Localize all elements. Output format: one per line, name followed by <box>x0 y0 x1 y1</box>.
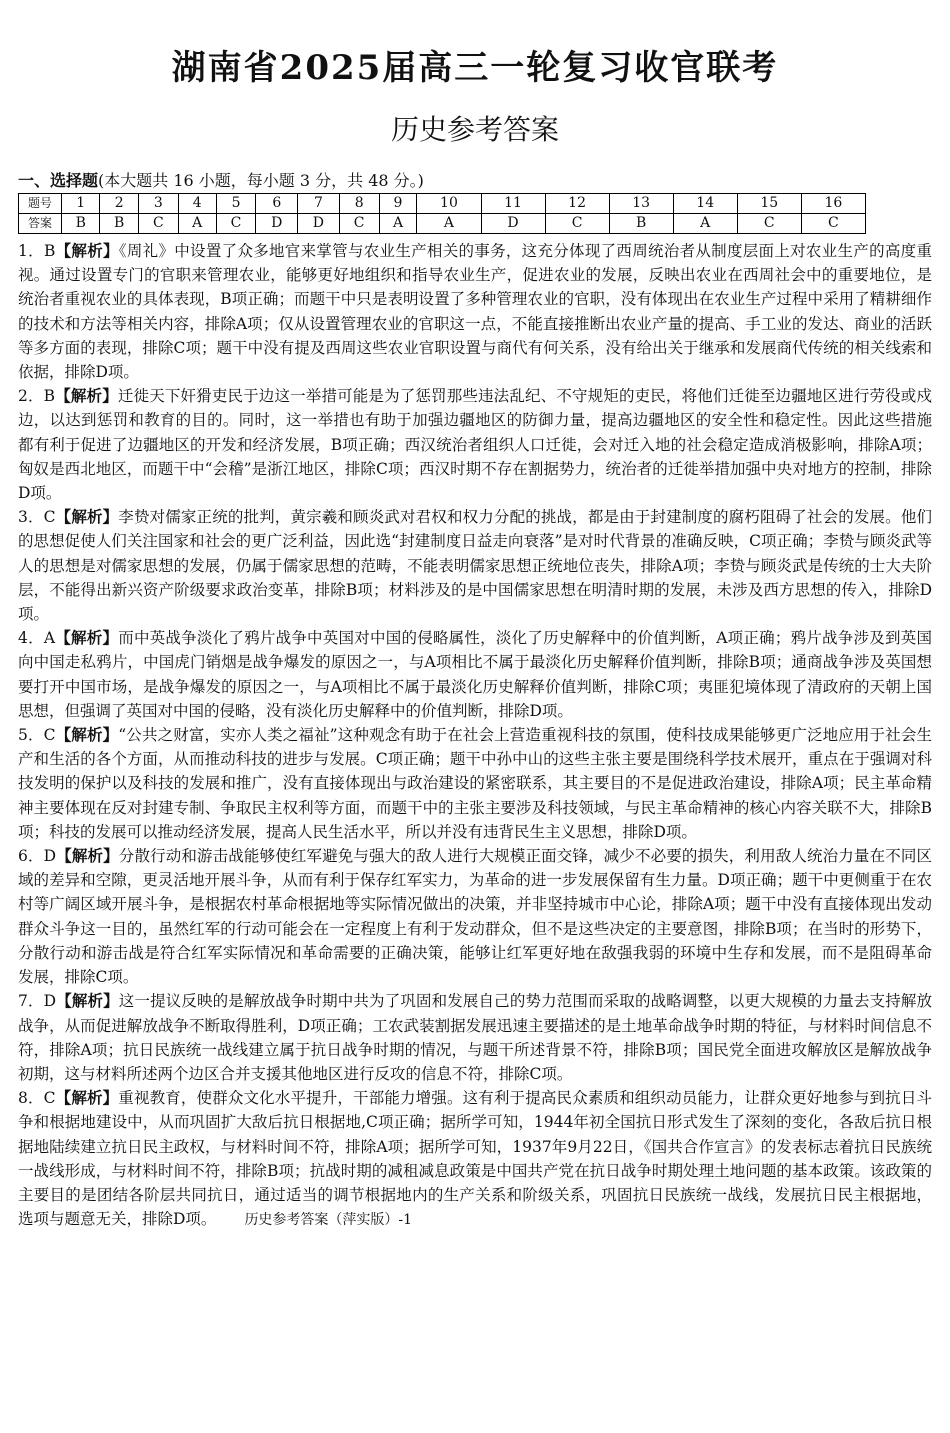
question-number: 11 <box>481 194 545 214</box>
answer-cell: D <box>256 214 298 234</box>
answer-cell: C <box>737 214 801 234</box>
answer-cell: D <box>481 214 545 234</box>
analysis-tag: 【解析】 <box>56 991 119 1011</box>
explanation-7 <box>18 989 932 1086</box>
question-label: 4．A <box>18 629 56 648</box>
analysis-tag: 【解析】 <box>55 386 118 406</box>
explanation-text: 李贽对儒家正统的批判，黄宗羲和顾炎武对君权和权力分配的挑战，都是由于封建制度的腐朽阻碍了社会的发展。他们的思想促使人们关注国家和社会的更广泛利益，因此选“封建制度日益走向衰落”是对时代背景的准确反映，C项正确；李贽与顾炎武等人的思想是对儒家思想的发展，仍属于儒家思想的范畴，不能表明儒家思想正统地位丧失，排除A项；李贽与顾炎武是传统的士大夫阶层，不能得出新兴资产阶级要求政治变革，排除B项；材料涉及的是中国儒家思想在明清时期的发展，未涉及西方思想的传入，排除D项。 <box>18 508 932 624</box>
explanation-text: 迁徙天下奸猾吏民于边这一举措可能是为了惩罚那些违法乱纪、不守规矩的吏民，将他们迁徙至边疆地区进行劳役或戍边，以达到惩罚和教育的目的。同时，这一举措也有助于加强边疆地区的防御力量，提高边疆地区的安全性和稳定性。因此这些措施都有利于促进了边疆地区的开发和经济发展，B项正确；西汉统治者组织人口迁徙，会对迁入地的社会稳定造成消极影响，排除A项；匈奴是西北地区，而题干中“会稽”是浙江地区，排除C项；西汉时期不存在割据势力，统治者的迁徙举措加强中央对地方的控制，排除D项。 <box>18 387 932 503</box>
explanation-text: 这一提议反映的是解放战争时期中共为了巩固和发展自己的势力范围而采取的战略调整，以更大规模的力量去支持解放战争，从而促进解放战争不断取得胜利，D项正确；工农武装割据发展迅速主要描述的是土地革命战争时期的特征，与材料时间信息不符，排除A项；抗日民族统一战线建立属于抗日战争时期的情况，与题干所述背景不符，排除B项；国民党全面进攻解放区是解放战争初期，这与材料所述两个边区合并支援其他地区进行反攻的信息不符，排除C项。 <box>18 992 932 1083</box>
analysis-tag: 【解析】 <box>55 628 119 648</box>
question-number: 9 <box>379 194 417 214</box>
analysis-tag: 【解析】 <box>55 1088 119 1108</box>
answer-table-number-row <box>19 194 866 214</box>
question-number: 5 <box>216 194 256 214</box>
page-subtitle: 历史参考答案 <box>390 113 559 146</box>
explanations <box>18 239 932 1232</box>
explanation-4 <box>18 626 932 723</box>
answer-cell: A <box>178 214 216 234</box>
question-number: 8 <box>339 194 379 214</box>
answer-cell: C <box>339 214 379 234</box>
question-label: 8．C <box>18 1089 56 1108</box>
answer-cell: A <box>673 214 737 234</box>
question-number: 4 <box>178 194 216 214</box>
explanation-2 <box>18 384 932 505</box>
explanation-5 <box>18 723 932 844</box>
explanation-text: 而中英战争淡化了鸦片战争中英国对中国的侵略属性，淡化了历史解释中的价值判断，A项正确；鸦片战争涉及到英国向中国走私鸦片，中国虎门销烟是战争爆发的原因之一，与A项相比不属于最淡化历史解释价值判断，排除B项；通商战争涉及英国想要打开中国市场，是战争爆发的原因之一，与A项相比不属于最淡化历史解释价值判断，排除C项；夷匪犯境体现了清政府的天朝上国思想，但强调了英国对中国的侵略，没有淡化历史解释中的价值判断，排除D项。 <box>18 629 932 720</box>
answer-table <box>18 193 866 234</box>
explanation-6 <box>18 844 932 989</box>
explanation-1 <box>18 239 932 384</box>
analysis-tag: 【解析】 <box>56 846 119 866</box>
explanation-3 <box>18 505 932 626</box>
question-label: 6．D <box>18 847 57 866</box>
explanation-text: “公共之财富，实亦人类之福祉”这种观念有助于在社会上营造重视科技的氛围，使科技成果能够更广泛地应用于社会生产和生活的各个方面，从而推动科技的进步与发展。C项正确；题干中孙中山的这些主张主要是围绕科学技术展开，重点在于强调对科技发明的保护以及科技的发展和推广，没有直接体现出与政治建设的紧密联系，其主要目的不是促进政治建设，排除A项；民主革命精神主要体现在反对封建专制、争取民主权利等方面，而题干中的主张主要涉及科技领域，与民主革命精神的核心内容关联不大，排除B项；科技的发展可以推动经济发展，提高人民生活水平，所以并没有违背民生主义思想，排除D项。 <box>18 726 932 841</box>
explanation-text: 重视教育，使群众文化水平提升，干部能力增强。这有利于提高民众素质和组织动员能力，让群众更好地参与到抗日斗争和根据地建设中，从而巩固扩大敌后抗日根据地,C项正确；据所学可知，1944年初全国抗日形式发生了深刻的变化，各敌后抗日根据地陆续建立抗日民主政权，与材料时间不符，排除A项；据所学可知，1937年9月22日，《国共合作宣言》的发表标志着抗日民族统一战线形成，与材料时间不符，排除B项；抗战时期的减租减息政策是中国共产党在抗日战争时期处理土地问题的基本政策。该政策的主要目的是团结各阶层共同抗日，通过适当的调节根据地内的生产关系和阶级关系，巩固抗日民族统一战线，发展抗日民主根据地，选项与题意无关，排除D项。 <box>18 1089 932 1229</box>
page-title: 湖南省2025届高三一轮复习收官联考 <box>171 48 779 88</box>
page-footer: 历史参考答案（萍实版）-1 <box>244 1212 413 1229</box>
explanation-text: 《周礼》中设置了众多地官来掌管与农业生产相关的事务，这充分体现了西周统治者从制度层面上对农业生产的高度重视。通过设置专门的官职来管理农业，能够更好地组织和指导农业生产，促进农业的发展，反映出农业在西周社会中的重要地位，是统治者重视农业的具体表现，B项正确；而题干中只是表明设置了多种管理农业的官职，没有体现出在农业生产过程中采用了精耕细作的技术和方法等相关内容，排除A项；仅从设置管理农业的官职这一点，不能直接推断出农业产量的提高、手工业的发达、商业的活跃等多方面的表现，排除C项；题干中没有提及西周这些农业官职设置与商代有何关系，没有给出关于继承和发展商代传统的相关线索和依据，排除D项。 <box>18 242 932 382</box>
explanation-8 <box>18 1086 932 1232</box>
answer-cell: A <box>417 214 481 234</box>
question-number: 1 <box>62 194 100 214</box>
question-number: 16 <box>801 194 865 214</box>
question-number: 7 <box>298 194 340 214</box>
question-number: 3 <box>138 194 178 214</box>
answer-cell: D <box>298 214 340 234</box>
explanation-text: 分散行动和游击战能够使红军避免与强大的敌人进行大规模正面交锋，减少不必要的损失，利用敌人统治力量在不同区域的差异和空隙，更灵活地开展斗争，从而有利于保存红军实力，为革命的进一步发展保留有生力量。D项正确；题干中更侧重于在农村等广阔区域开展斗争，是根据农村革命根据地等实际情况做出的决策，并非坚持城市中心论，排除A项；题干中没有直接体现出发动群众斗争这一目的，虽然红军的行动可能会在一定程度上有利于发动群众，但不是这些决定的主要意图，排除B项；在当时的形势下，分散行动和游击战是符合红军实际情况和革命需要的正确决策，能够让红军更好地在敌强我弱的环境中生存和发展，而不是阻碍革命发展，排除C项。 <box>18 847 932 987</box>
question-number: 10 <box>417 194 481 214</box>
question-number: 14 <box>673 194 737 214</box>
question-number: 12 <box>545 194 609 214</box>
answer-cell: A <box>379 214 417 234</box>
section-heading-label: 一、选择题 <box>18 171 99 190</box>
answer-cell: B <box>62 214 100 234</box>
answer-cell: C <box>801 214 865 234</box>
question-label: 1．B <box>18 242 56 260</box>
table-row-label: 答案 <box>19 214 62 234</box>
table-row-label: 题号 <box>19 194 62 214</box>
question-label: 2．B <box>18 387 56 406</box>
answer-cell: C <box>545 214 609 234</box>
analysis-tag: 【解析】 <box>55 507 119 527</box>
answer-cell: B <box>100 214 138 234</box>
answer-cell: B <box>609 214 673 234</box>
question-number: 6 <box>256 194 298 214</box>
analysis-tag: 【解析】 <box>55 725 119 745</box>
analysis-tag: 【解析】 <box>55 241 119 260</box>
question-number: 2 <box>100 194 138 214</box>
section-heading <box>18 170 424 192</box>
question-label: 7．D <box>18 992 57 1011</box>
answer-cell: C <box>216 214 256 234</box>
section-heading-note: (本大题共 16 小题，每小题 3 分，共 48 分。) <box>98 171 424 190</box>
answer-cell: C <box>138 214 178 234</box>
question-number: 13 <box>609 194 673 214</box>
question-label: 3．C <box>18 508 56 527</box>
answer-table-answer-row <box>19 214 866 234</box>
question-label: 5．C <box>18 726 56 745</box>
question-number: 15 <box>737 194 801 214</box>
